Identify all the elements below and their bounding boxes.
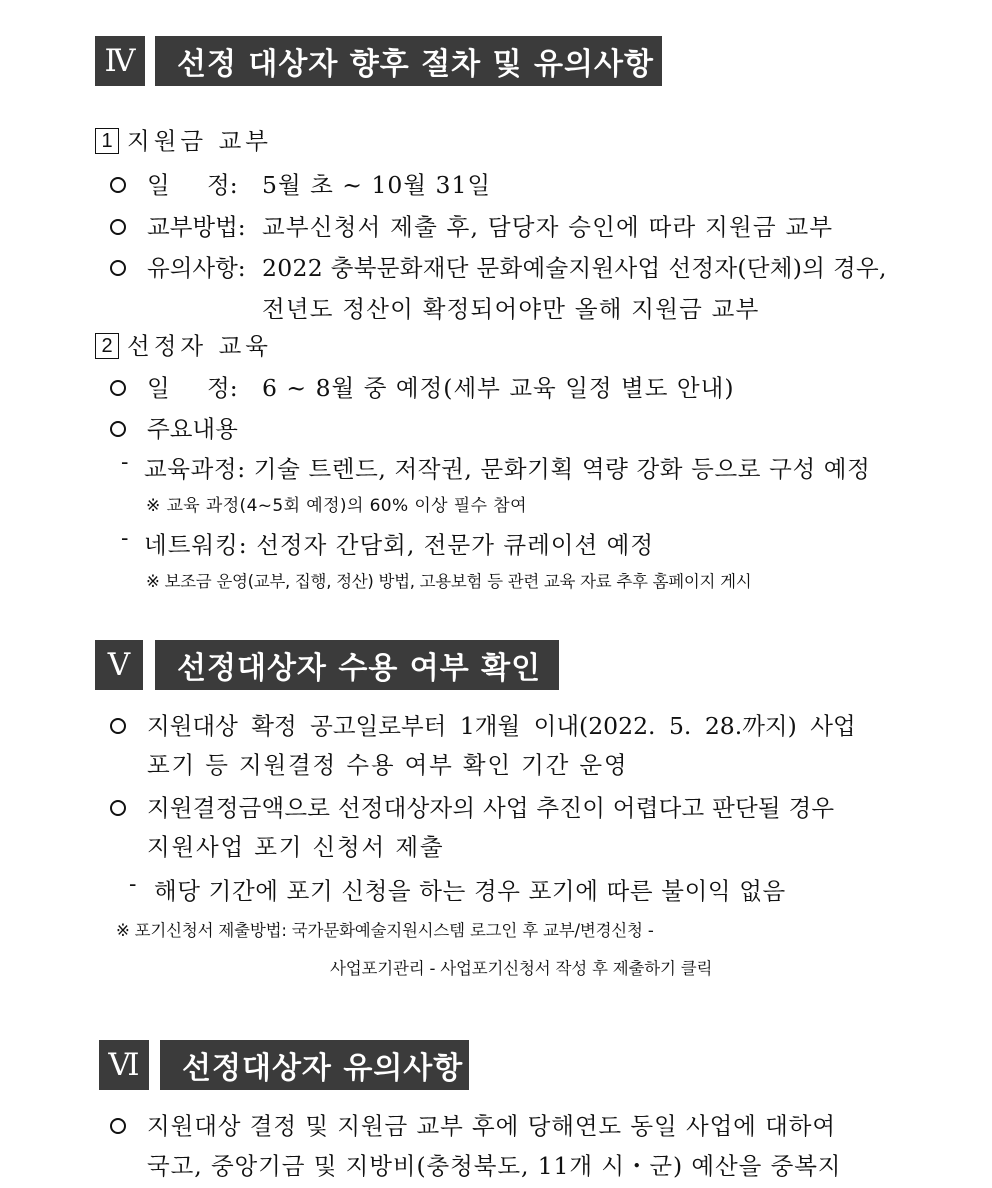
item-text: 지원결정금액으로 선정대상자의 사업 추진이 어렵다고 판단될 경우	[147, 794, 835, 822]
detail-text: 교육과정: 기술 트렌드, 저작권, 문화기획 역량 강화 등으로 구성 예정	[144, 455, 871, 483]
bullet-circle-icon	[110, 380, 126, 396]
bullet-circle-icon	[110, 219, 126, 235]
note-text-continued: 사업포기관리 - 사업포기신청서 작성 후 제출하기 클릭	[330, 959, 713, 978]
section-number: Ⅴ	[95, 640, 143, 690]
subsection-heading	[95, 122, 272, 156]
bullet-circle-icon	[110, 718, 126, 734]
item-text: 지원대상 확정 공고일로부터 1개월 이내(2022. 5. 28.까지) 사업	[147, 712, 856, 740]
bullet-circle-icon	[110, 800, 126, 816]
item-label: 교부방법:	[147, 213, 246, 241]
dash-bullet: -	[121, 450, 129, 475]
bullet-circle-icon	[110, 177, 126, 193]
subsection-label: 지원금 교부	[127, 127, 272, 155]
dash-bullet: -	[129, 872, 137, 897]
section-number: Ⅵ	[99, 1040, 149, 1090]
item-text: 교부신청서 제출 후, 담당자 승인에 따라 지원금 교부	[262, 213, 834, 241]
item-label: 일 정:	[147, 171, 238, 199]
item-text: 5월 초 ~ 10월 31일	[262, 171, 492, 199]
item-label: 주요내용	[147, 415, 238, 443]
note-text: ※ 포기신청서 제출방법: 국가문화예술지원시스템 로그인 후 교부/변경신청 -	[116, 921, 654, 940]
subsection-label: 선정자 교육	[127, 332, 272, 360]
section-number: Ⅳ	[95, 36, 145, 86]
section-title: 선정대상자 유의사항	[160, 1040, 469, 1090]
detail-text: 해당 기간에 포기 신청을 하는 경우 포기에 따른 불이익 없음	[154, 877, 786, 905]
subsection-number: 1	[95, 128, 119, 154]
note-text: ※ 교육 과정(4~5회 예정)의 60% 이상 필수 참여	[146, 496, 527, 516]
bullet-circle-icon	[110, 1118, 126, 1134]
bullet-circle-icon	[110, 260, 126, 276]
item-text-continued: 포기 등 지원결정 수용 여부 확인 기간 운영	[147, 751, 629, 779]
dash-bullet: -	[121, 526, 129, 551]
item-text: 2022 충북문화재단 문화예술지원사업 선정자(단체)의 경우,	[262, 254, 887, 282]
item-label: 일 정:	[147, 374, 238, 402]
item-text: 6 ~ 8월 중 예정(세부 교육 일정 별도 안내)	[262, 374, 735, 402]
item-text-continued: 전년도 정산이 확정되어야만 올해 지원금 교부	[262, 295, 760, 323]
detail-text: 네트워킹: 선정자 간담회, 전문가 큐레이션 예정	[144, 531, 655, 559]
bullet-circle-icon	[110, 421, 126, 437]
item-text-continued: 지원사업 포기 신청서 제출	[147, 833, 445, 861]
item-text-continued: 국고, 중앙기금 및 지방비(충청북도, 11개 시・군) 예산을 중복지	[147, 1152, 842, 1180]
section-title: 선정 대상자 향후 절차 및 유의사항	[155, 36, 662, 86]
note-text: ※ 보조금 운영(교부, 집행, 정산) 방법, 고용보험 등 관련 교육 자료 추후 홈페이지 게시	[146, 572, 752, 591]
subsection-number: 2	[95, 333, 119, 359]
item-text: 지원대상 결정 및 지원금 교부 후에 당해연도 동일 사업에 대하여	[147, 1112, 836, 1140]
item-label: 유의사항:	[147, 254, 246, 282]
subsection-heading	[95, 327, 272, 361]
section-title: 선정대상자 수용 여부 확인	[155, 640, 559, 690]
